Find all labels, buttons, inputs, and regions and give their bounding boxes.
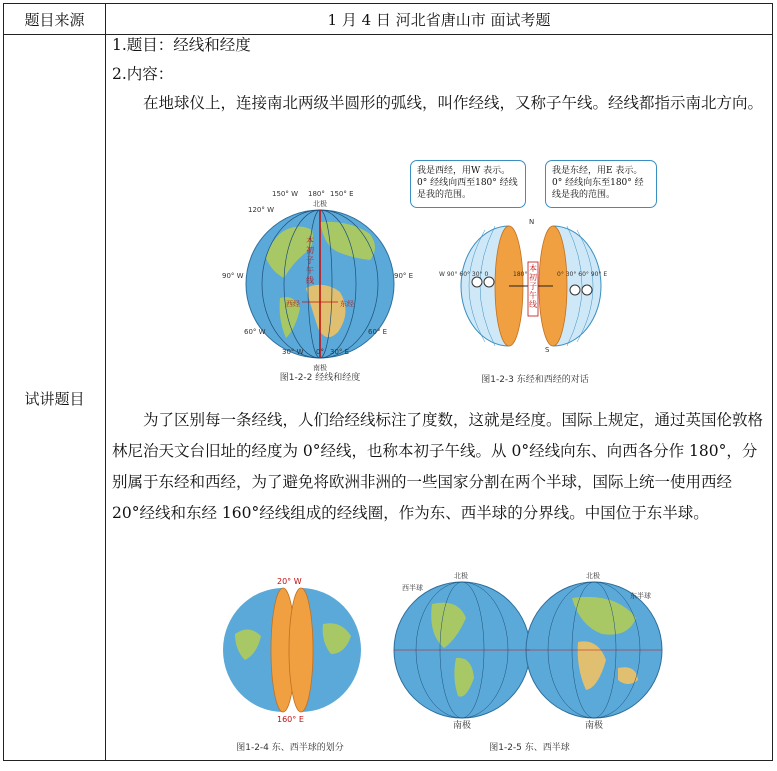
fig4-south-2: 南极 <box>584 721 603 731</box>
content-heading: 2.内容： <box>112 65 174 83</box>
fig4-north-1: 北极 <box>454 572 468 580</box>
figure-meridians-globe <box>220 182 420 382</box>
fig1-t30e: 30° E <box>330 348 350 356</box>
fig4-south-1: 南极 <box>452 721 471 731</box>
fig3-bottom: 160° E <box>277 715 304 724</box>
fig1-t0: 0° <box>316 348 324 356</box>
globe-illustration <box>220 182 420 382</box>
fig1-t60e: 60° E <box>368 328 388 336</box>
fig2-east-ticks: 0° 30° 60° 90° E <box>557 271 608 278</box>
fig2-s: S <box>545 346 550 354</box>
fig1-west: 西经 <box>286 300 300 308</box>
fig1-t180: 180° <box>308 190 325 198</box>
paragraph-2: 为了区别每一条经线，人们给经线标注了度数，这就是经度。国际上规定，通过英国伦敦格林尼治天文台旧址的经度为 0°经线，也称本初子午线。从 0°经线向东、向西各分作 180°，分别属于东经和西经，为了避免将欧洲非洲的一些国家分割在两个半球，国际上统一使用西经 20°经线和东经 160°经线组成的经线圈，作为东、西半球的分界线。中国位于东半球。 <box>112 410 764 522</box>
fig1-t30w: 30° W <box>282 348 304 356</box>
figure-east-west-hemispheres <box>392 568 667 754</box>
fig1-t90w: 90° W <box>222 272 244 280</box>
fig1-t150e: 150° E <box>330 190 354 198</box>
fig2-prime-meridian-label: 本初子午线 <box>529 264 537 309</box>
east-west-hemispheres-illustration <box>392 568 667 728</box>
bubble-east: 我是东经，用E 表示。0° 经线向东至180° 经线是我的范围。 <box>545 160 657 208</box>
fig1-t120w: 120° W <box>248 206 275 214</box>
fig4-east-hemisphere: 东半球 <box>630 592 651 600</box>
fig3-caption: 图1-2-4 东、西半球的划分 <box>236 743 344 753</box>
fig2-caption: 图1-2-3 东经和西经的对话 <box>481 375 589 385</box>
fig1-south: 南极 <box>313 364 327 372</box>
fig3-top: 20° W <box>277 577 302 586</box>
topic-content <box>112 31 764 118</box>
column-divider <box>105 4 106 760</box>
fig2-west-ticks: W 90° 60° 30° 0 <box>439 271 489 278</box>
topic-title: 1.题目：经线和经度 <box>112 36 251 54</box>
hemisphere-division-illustration <box>205 574 375 724</box>
figure-hemisphere-division <box>205 574 375 754</box>
fig2-n: N <box>529 218 535 226</box>
fig4-west-hemisphere: 西半球 <box>402 584 423 592</box>
fig1-t90e: 90° E <box>394 272 414 280</box>
bubble-west: 我是西经，用W 表示。0° 经线向西至180° 经线是我的范围。 <box>410 160 526 208</box>
fig1-caption: 图1-2-2 经线和经度 <box>279 373 361 383</box>
source-label: 题目来源 <box>24 10 85 29</box>
fig1-prime-meridian-label: 本初子午线 <box>306 236 314 285</box>
fig2-t180: 180° <box>513 271 528 278</box>
source-value: 1 月 4 日 河北省唐山市 面试考题 <box>327 10 551 29</box>
paragraph-1: 在地球仪上，连接南北两级半圆形的弧线，叫作经线，又称子午线。经线都指示南北方向。 <box>143 94 764 112</box>
fig4-caption: 图1-2-5 东、西半球 <box>489 743 570 753</box>
fig1-north: 北极 <box>313 200 327 208</box>
fig1-east: 东经 <box>340 300 354 308</box>
fig1-t150w: 150° W <box>272 190 299 198</box>
fig4-north-2: 北极 <box>586 572 600 580</box>
topic-label: 试讲题目 <box>24 389 85 408</box>
fig1-t60w: 60° W <box>244 328 266 336</box>
